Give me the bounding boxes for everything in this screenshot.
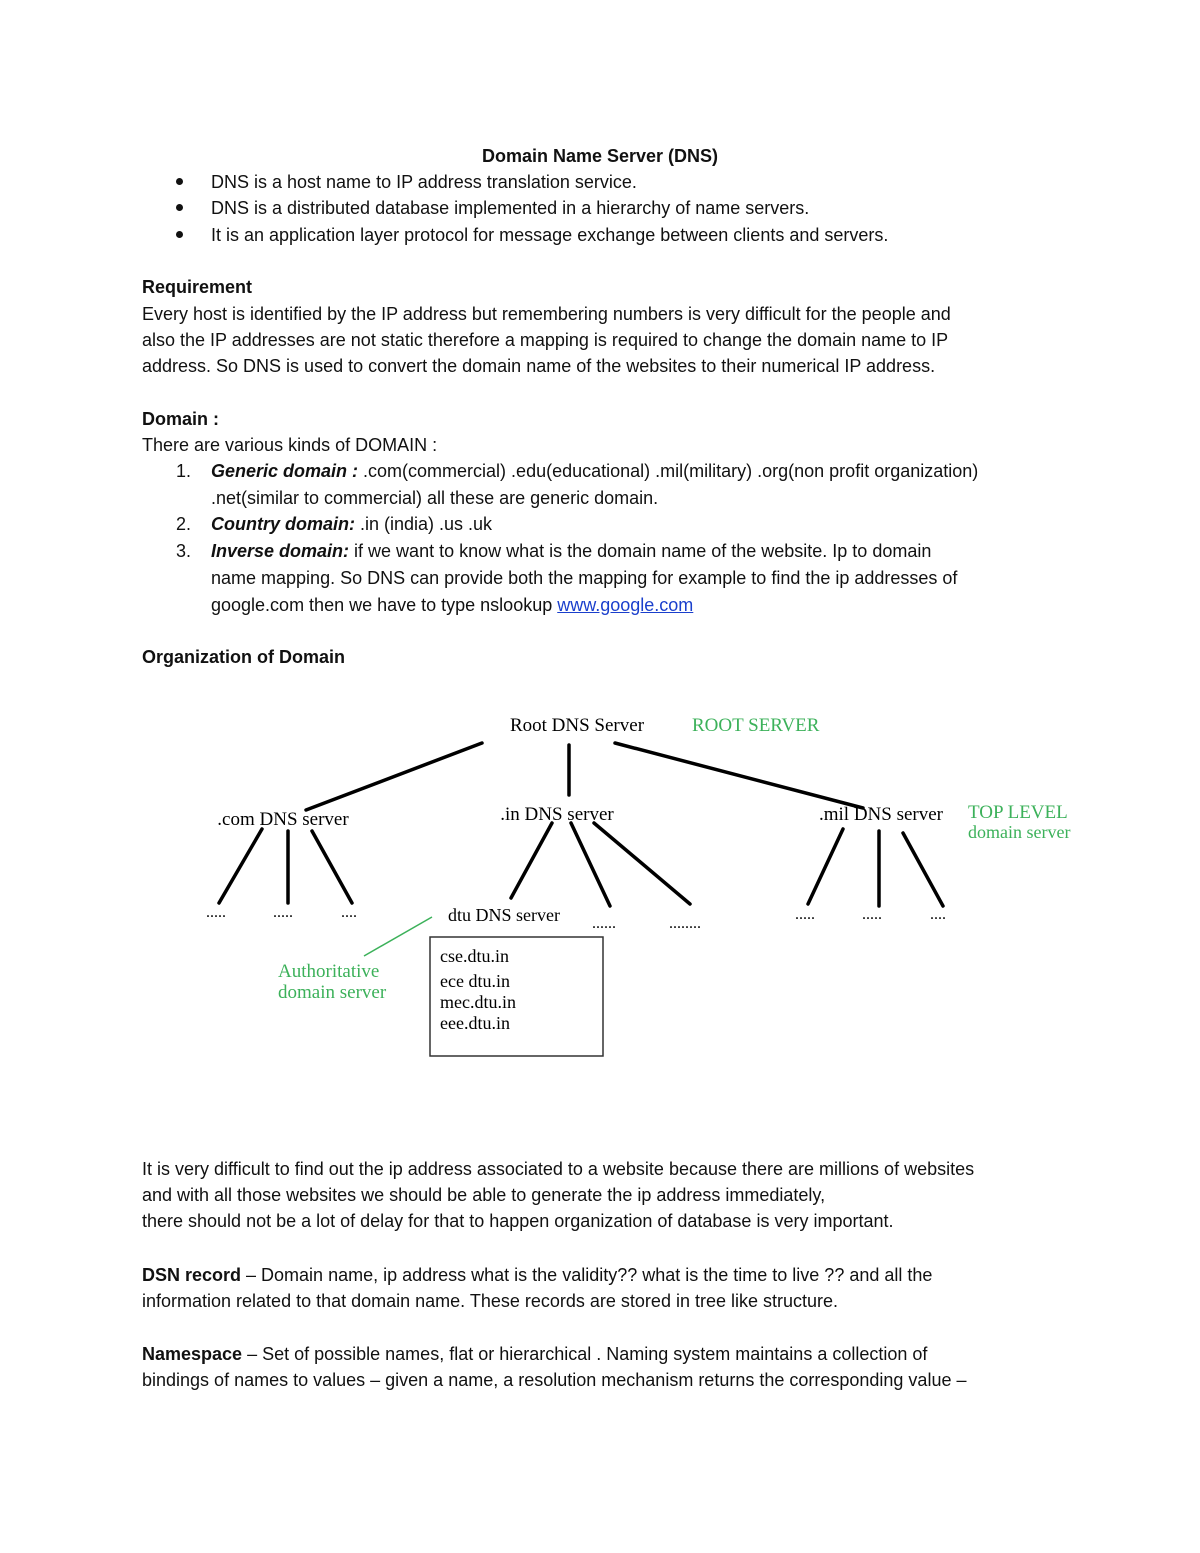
requirement-heading: Requirement bbox=[142, 277, 253, 297]
requirement-line: address. So DNS is used to convert the domain name of the websites to their numerical IP address. bbox=[142, 356, 936, 376]
para-line: It is very difficult to find out the ip address associated to a website because there are millions of websites bbox=[142, 1159, 975, 1179]
in-leaf-2: ...... bbox=[592, 915, 616, 932]
inverse-domain-text: if we want to know what is the domain name of the website. Ip to domain bbox=[349, 541, 932, 561]
authoritative-label-2: domain server bbox=[278, 982, 387, 1003]
edge-root-com bbox=[306, 743, 482, 810]
box-item-mec: mec.dtu.in bbox=[440, 992, 516, 1012]
list-number: 2. bbox=[176, 514, 192, 534]
box-item-cse: cse.dtu.in bbox=[440, 946, 509, 966]
auth-pointer bbox=[364, 917, 432, 956]
authoritative-label-1: Authoritative bbox=[278, 961, 380, 982]
organization-heading: Organization of Domain bbox=[142, 647, 346, 667]
country-domain-text: .in (india) .us .uk bbox=[355, 514, 493, 534]
box-item-ece: ece dtu.in bbox=[440, 971, 510, 991]
tld-label-line2: domain server bbox=[968, 822, 1071, 842]
in-node-label: .in DNS server bbox=[500, 804, 614, 825]
mil-leaf-1: ..... bbox=[795, 906, 815, 923]
requirement-line: also the IP addresses are not static therefore a mapping is required to change the domain name to IP bbox=[142, 330, 949, 350]
root-node-label: Root DNS Server bbox=[509, 715, 645, 736]
generic-domain-term: Generic domain : bbox=[211, 461, 359, 481]
edge-com-3 bbox=[312, 831, 352, 903]
dsn-record-text: – Domain name, ip address what is the validity?? what is the time to live ?? and all the bbox=[241, 1265, 933, 1285]
in-leaf-3: ........ bbox=[669, 915, 701, 932]
namespace-line bbox=[142, 1341, 927, 1367]
para-line: and with all those websites we should be able to generate the ip address immediately, bbox=[142, 1185, 826, 1205]
dsn-record-term: DSN record bbox=[142, 1265, 242, 1285]
domain-heading: Domain : bbox=[142, 409, 220, 429]
page-title: Domain Name Server (DNS) bbox=[481, 146, 719, 166]
edge-com-1 bbox=[219, 829, 262, 903]
dsn-record-line bbox=[142, 1262, 932, 1288]
para-line: there should not be a lot of delay for that to happen organization of database is very important. bbox=[142, 1211, 894, 1231]
tld-label-line1: TOP LEVEL bbox=[968, 802, 1068, 823]
mil-leaf-2: ..... bbox=[862, 906, 882, 923]
inverse-domain-term: Inverse domain: bbox=[211, 541, 350, 561]
intro-bullet: DNS is a host name to IP address translation service. bbox=[211, 172, 637, 192]
list-number: 3. bbox=[176, 541, 192, 561]
namespace-text: – Set of possible names, flat or hierarchical . Naming system maintains a collection of bbox=[242, 1344, 928, 1364]
root-server-label: ROOT SERVER bbox=[692, 715, 820, 736]
generic-domain-text-2: .net(similar to commercial) all these are generic domain. bbox=[211, 488, 659, 508]
edge-in-3 bbox=[594, 823, 690, 904]
com-leaf-1: ..... bbox=[206, 904, 226, 921]
dtu-node-label: dtu DNS server bbox=[448, 905, 560, 925]
inverse-domain-text-2: name mapping. So DNS can provide both the mapping for example to find the ip addresses of bbox=[211, 568, 958, 588]
list-number: 1. bbox=[176, 461, 192, 481]
intro-bullet: It is an application layer protocol for message exchange between clients and servers. bbox=[211, 225, 889, 245]
requirement-line: Every host is identified by the IP address but remembering numbers is very difficult for the people and bbox=[142, 304, 951, 324]
mil-leaf-3: .... bbox=[930, 906, 946, 923]
com-leaf-3: .... bbox=[341, 904, 357, 921]
com-node-label: .com DNS server bbox=[217, 809, 349, 830]
com-leaf-2: ..... bbox=[273, 904, 293, 921]
edge-root-mil bbox=[615, 743, 863, 808]
intro-bullet: DNS is a distributed database implemented in a hierarchy of name servers. bbox=[211, 198, 810, 218]
inverse-domain-text-3a: google.com then we have to type nslookup bbox=[211, 595, 558, 615]
edge-mil-1 bbox=[808, 829, 843, 904]
dsn-record-line-2: information related to that domain name. These records are stored in tree like structure. bbox=[142, 1291, 839, 1311]
domain-intro: There are various kinds of DOMAIN : bbox=[142, 435, 438, 455]
mil-node-label: .mil DNS server bbox=[818, 804, 944, 825]
edge-in-2 bbox=[571, 823, 610, 906]
box-item-eee: eee.dtu.in bbox=[440, 1013, 510, 1033]
country-domain-term: Country domain: bbox=[211, 514, 355, 534]
edge-mil-3 bbox=[903, 833, 943, 906]
google-link[interactable]: www.google.com bbox=[557, 595, 694, 615]
generic-domain-text: .com(commercial) .edu(educational) .mil(military) .org(non profit organization) bbox=[358, 461, 979, 481]
edge-in-1 bbox=[511, 823, 552, 898]
namespace-term: Namespace bbox=[142, 1344, 243, 1364]
namespace-line-2: bindings of names to values – given a name, a resolution mechanism returns the corresponding value – bbox=[142, 1370, 967, 1390]
